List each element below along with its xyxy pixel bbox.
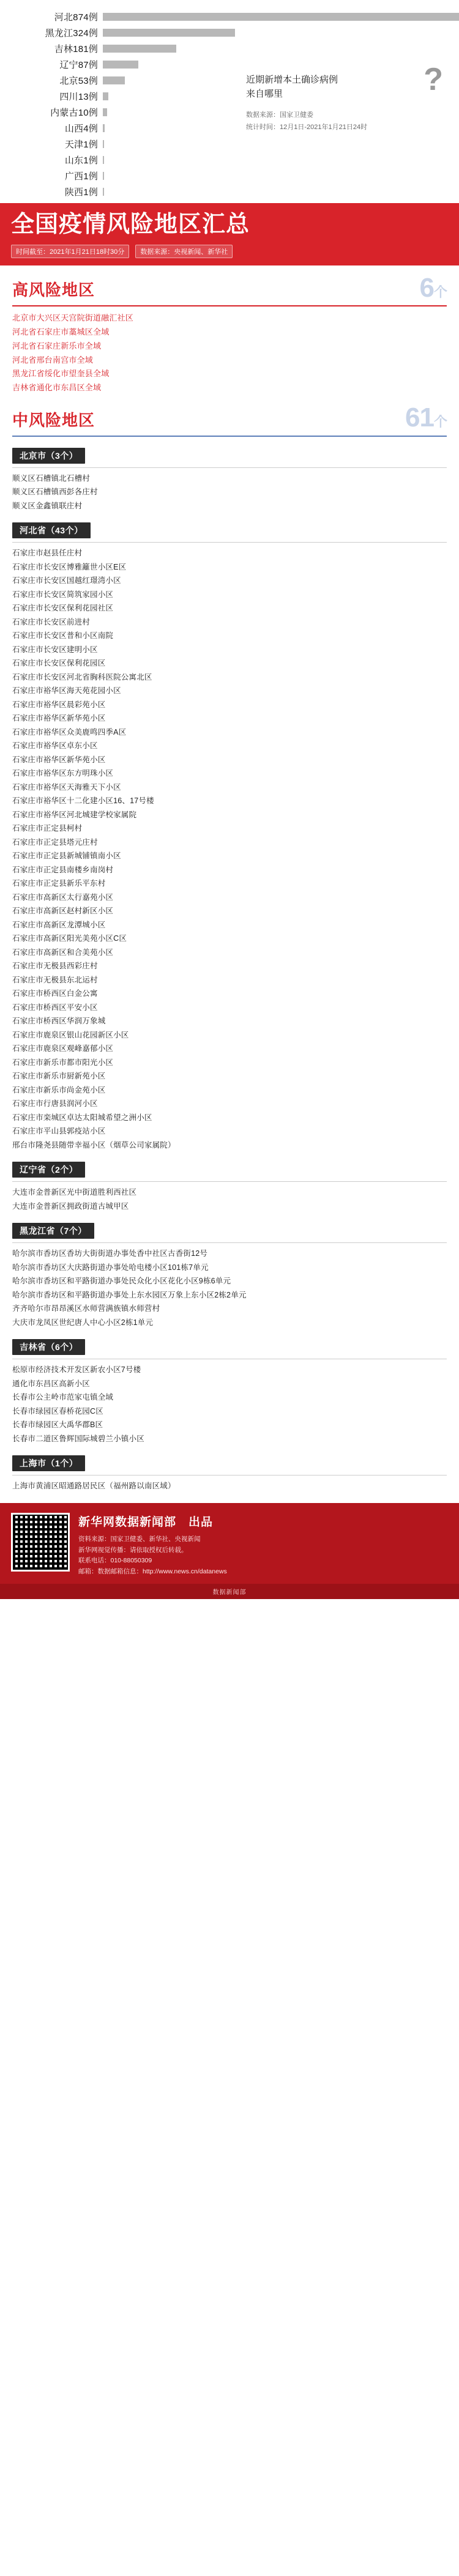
- list-item: 石家庄市鹿泉区银山花园新区小区: [12, 1030, 129, 1039]
- list-item: 石家庄市裕华区十二化建小区16、17号楼: [12, 796, 154, 806]
- bar-track: [103, 56, 459, 72]
- province-items: [0, 1247, 459, 1329]
- list-item: 石家庄市新乐市尚金苑小区: [12, 1085, 106, 1094]
- list-item: 石家庄市高新区和合美苑小区: [12, 948, 114, 957]
- bar-fill: [103, 156, 104, 164]
- list-item: 石家庄市赵县任庄村: [12, 549, 83, 558]
- list-item: 石家庄市裕华区河北城建学校家属院: [12, 810, 137, 819]
- list-item: 石家庄市长安区普和小区南院: [12, 631, 114, 640]
- province-name: 北京市（3个）: [12, 448, 85, 464]
- list-item: 长春市绿园区春桥花园C区: [12, 1406, 103, 1416]
- footer-line: 邮箱：数据邮箱信息：http://www.news.cn/datanews: [78, 1568, 227, 1576]
- bar-row: [0, 152, 459, 168]
- chart-stat-period: 统计时间：12月1日-2021年1月21日24时: [246, 124, 368, 131]
- list-item: 通化市东昌区高新小区: [12, 1379, 91, 1388]
- banner-time-chip: 时间截至：2021年1月21日18时30分: [11, 245, 129, 258]
- chart-annotation: [246, 62, 448, 132]
- bar-row: [0, 184, 459, 199]
- list-item: 石家庄市长安区国越红璟湾小区: [12, 576, 121, 585]
- province-items: [0, 1479, 459, 1493]
- list-item: 河北省石家庄市藁城区全域: [12, 327, 110, 337]
- bar-label: 四川13例: [59, 91, 98, 102]
- bar-fill: [103, 61, 138, 69]
- list-item: 河北省邢台南宫市全域: [12, 355, 94, 365]
- question-mark-icon: ?: [424, 62, 443, 97]
- list-item: 大连市金普新区光中街道胜利西社区: [12, 1188, 137, 1197]
- list-item: 顺义区石槽镇北石槽村: [12, 473, 91, 483]
- province-rule: [12, 1181, 447, 1182]
- list-item: 大连市金普新区拥政街道古城甲区: [12, 1201, 129, 1211]
- province-name: 吉林省（6个）: [12, 1339, 85, 1355]
- high-risk-header: [0, 265, 459, 303]
- risk-panel: [0, 265, 459, 1503]
- banner-source-chip: 数据来源：央视新闻、新华社: [135, 245, 233, 258]
- bar-row: [0, 168, 459, 184]
- list-item: 石家庄市正定县新乐平东村: [12, 879, 106, 888]
- bar-track: [103, 24, 459, 40]
- list-item: 石家庄市长安区简筑家园小区: [12, 590, 114, 599]
- province-name: 河北省（43个）: [12, 522, 91, 538]
- province-items: [0, 1186, 459, 1213]
- list-item: 长春市公主岭市范家屯镇全域: [12, 1393, 114, 1402]
- list-item: 石家庄市栾城区卓达太阳城希望之洲小区: [12, 1113, 152, 1122]
- list-item: 吉林省通化市东昌区全域: [12, 383, 102, 393]
- province-block-heilongjiang: [0, 1217, 459, 1333]
- list-item: 石家庄市裕华区新华苑小区: [12, 714, 106, 723]
- province-block-hebei: [0, 516, 459, 1156]
- list-item: 石家庄市桥西区华润万象城: [12, 1017, 106, 1026]
- bar-fill: [103, 29, 235, 37]
- list-item: 顺义区石槽镇西彭各庄村: [12, 488, 98, 497]
- mid-risk-divider: [12, 436, 447, 437]
- list-item: 石家庄市新乐市都市阳光小区: [12, 1058, 114, 1067]
- list-item: 黑龙江省绥化市望奎县全域: [12, 369, 110, 379]
- bar-track: [103, 136, 459, 152]
- list-item: 石家庄市新乐市厨新苑小区: [12, 1072, 106, 1081]
- chart-data-source: 数据来源：国家卫健委: [246, 111, 313, 119]
- province-name: 上海市（1个）: [12, 1455, 85, 1471]
- footer: [0, 1503, 459, 1584]
- bar-fill: [103, 108, 107, 116]
- bar-fill: [103, 188, 104, 196]
- high-risk-count: [419, 272, 447, 303]
- province-rule: [12, 467, 447, 468]
- bar-track: [103, 168, 459, 184]
- list-item: 石家庄市无极县西彩庄村: [12, 962, 98, 971]
- province-items: [0, 546, 459, 1152]
- list-item: 石家庄市长安区前进村: [12, 617, 91, 626]
- list-item: 北京市大兴区天宫院街道融汇社区: [12, 313, 134, 323]
- mid-risk-header: [0, 395, 459, 433]
- bar-chart: [0, 0, 459, 203]
- bar-fill: [103, 45, 176, 53]
- footer-brand: 新华网数据新闻部 出品: [78, 1515, 214, 1529]
- annotation-line-2: 来自哪里: [246, 88, 283, 99]
- footer-line: 联系电话：010-88050309: [78, 1557, 152, 1565]
- list-item: 石家庄市裕华区新华苑小区: [12, 755, 106, 764]
- bar-label: 黑龙江324例: [45, 28, 98, 39]
- list-item: 石家庄市桥西区白金公寓: [12, 989, 98, 998]
- list-item: 石家庄市裕华区海天苑花园小区: [12, 686, 121, 696]
- list-item: 长春市绿园区大禹华郡B区: [12, 1420, 103, 1430]
- list-item: 哈尔滨市香坊区和平路街道办事处上东水园区万象上东小区2栋2单元: [12, 1290, 247, 1299]
- province-name: 辽宁省（2个）: [12, 1162, 85, 1178]
- province-block-beijing: [0, 442, 459, 517]
- list-item: 哈尔滨市香坊区和平路街道办事处民众化小区花化小区9栋6单元: [12, 1277, 231, 1286]
- list-item: 石家庄市长安区博雅籬世小区E区: [12, 562, 127, 571]
- bar-fill: [103, 76, 125, 84]
- list-item: 邢台市隆尧县随带幸福小区（烟草公司家属院）: [12, 1140, 176, 1149]
- bar-fill: [103, 124, 105, 132]
- list-item: 上海市黄浦区昭通路居民区（福州路以南区域）: [12, 1482, 176, 1491]
- bar-track: [103, 184, 459, 199]
- list-item: 石家庄市高新区太行嘉苑小区: [12, 893, 114, 902]
- banner-meta: [11, 245, 448, 258]
- footer-line: 新华网视觉传播：请依取授权后转载。: [78, 1546, 188, 1554]
- province-items: [0, 472, 459, 513]
- list-item: 石家庄市裕华区晨彩苑小区: [12, 700, 106, 709]
- annotation-line-1: 近期新增本土确诊病例: [246, 75, 338, 85]
- list-item: 石家庄市无极县东北运村: [12, 975, 98, 984]
- list-item: 石家庄市长安区保利花园区: [12, 659, 106, 668]
- list-item: 石家庄市长安区建明小区: [12, 645, 98, 654]
- qr-code-icon[interactable]: [11, 1513, 70, 1572]
- province-items: [0, 1363, 459, 1446]
- footer-sub: [78, 1534, 448, 1578]
- list-item: 石家庄市桥西区平安小区: [12, 1003, 98, 1012]
- title-banner: [0, 203, 459, 265]
- high-risk-divider: [12, 305, 447, 306]
- province-rule: [12, 542, 447, 543]
- province-name: 黑龙江省（7个）: [12, 1223, 94, 1239]
- bar-track: [103, 152, 459, 168]
- list-item: 石家庄市裕华区众美鹿鸣四季A区: [12, 727, 127, 737]
- list-item: 石家庄市平山县郭疫站小区: [12, 1127, 106, 1136]
- list-item: 长春市二道区鲁辉国际城碧兰小镇小区: [12, 1434, 144, 1443]
- bar-fill: [103, 13, 459, 21]
- bar-row: [0, 24, 459, 40]
- list-item: 石家庄市裕华区卓东小区: [12, 741, 98, 751]
- high-risk-count-number: 6: [419, 272, 434, 303]
- province-block-liaoning: [0, 1156, 459, 1217]
- list-item: 齐齐哈尔市昂昂溪区水师营满族镇水师营村: [12, 1304, 160, 1313]
- bar-label: 河北874例: [54, 12, 98, 23]
- mid-risk-count-unit: 个: [433, 414, 447, 429]
- bar-fill: [103, 140, 104, 148]
- bar-label: 辽宁87例: [59, 59, 98, 70]
- bar-label: 山西4例: [64, 123, 98, 134]
- list-item: 石家庄市正定县南楼乡南岗村: [12, 865, 114, 874]
- list-item: 哈尔滨市香坊区大庆路街道办事处哈电楼小区101栋7单元: [12, 1263, 209, 1272]
- list-item: 石家庄市裕华区天海雅天下小区: [12, 782, 121, 792]
- list-item: 石家庄市高新区阳光美苑小区C区: [12, 934, 127, 943]
- list-item: 大庆市龙凤区世纪唐人中心小区2栋1单元: [12, 1318, 154, 1327]
- list-item: 河北省石家庄新乐市全域: [12, 341, 102, 351]
- bar-label: 广西1例: [64, 171, 98, 182]
- list-item: 石家庄市正定县新城铺镇南小区: [12, 852, 121, 861]
- footer-text: [78, 1513, 448, 1578]
- province-rule: [12, 1242, 447, 1243]
- bar-row: [0, 56, 459, 72]
- list-item: 石家庄市行唐县润河小区: [12, 1099, 98, 1108]
- mid-risk-title: 中风险地区: [12, 410, 95, 429]
- bar-label: 北京53例: [59, 75, 98, 86]
- list-item: 石家庄市高新区龙潭城小区: [12, 920, 106, 929]
- province-block-shanghai: [0, 1449, 459, 1497]
- high-risk-list: [0, 311, 459, 395]
- page-title: 全国疫情风险地区汇总: [11, 212, 250, 237]
- list-item: 石家庄市高新区赵村新区小区: [12, 907, 114, 916]
- mid-risk-count: [405, 402, 447, 432]
- bar-label: 内蒙古10例: [50, 107, 98, 118]
- list-item: 哈尔滨市香坊区香坊大街街道办事处香中社区古香街12号: [12, 1249, 208, 1258]
- bar-track: [103, 40, 459, 56]
- list-item: 石家庄市长安区河北省胸科医院公寓北区: [12, 672, 152, 681]
- bar-label: 天津1例: [64, 139, 98, 150]
- bar-label: 山东1例: [64, 155, 98, 166]
- province-block-jilin: [0, 1333, 459, 1449]
- footer-bottom: 数据新闻部: [0, 1584, 459, 1599]
- high-risk-title: 高风险地区: [12, 281, 95, 300]
- bar-fill: [103, 92, 108, 100]
- bar-track: [103, 9, 459, 24]
- bar-row: [0, 9, 459, 24]
- list-item: 石家庄市正定县柯村: [12, 824, 83, 833]
- list-item: 石家庄市长安区保利花园社区: [12, 604, 114, 613]
- bar-fill: [103, 172, 104, 180]
- bar-label: 陕西1例: [64, 187, 98, 198]
- list-item: 石家庄市正定县塔元庄村: [12, 837, 98, 847]
- list-item: 松原市经济技术开发区新农小区7号楼: [12, 1365, 141, 1375]
- bar-row: [0, 136, 459, 152]
- list-item: 顺义区金鑫镇联庄村: [12, 501, 83, 510]
- bar-label: 吉林181例: [54, 43, 98, 54]
- bar-row: [0, 40, 459, 56]
- list-item: 石家庄市裕华区东方明珠小区: [12, 769, 114, 778]
- list-item: 石家庄市鹿泉区观峰嘉郁小区: [12, 1044, 114, 1053]
- footer-line: 资料来源：国家卫健委、新华社、央视新闻: [78, 1535, 201, 1543]
- high-risk-count-unit: 个: [433, 284, 447, 300]
- mid-risk-count-number: 61: [405, 402, 434, 432]
